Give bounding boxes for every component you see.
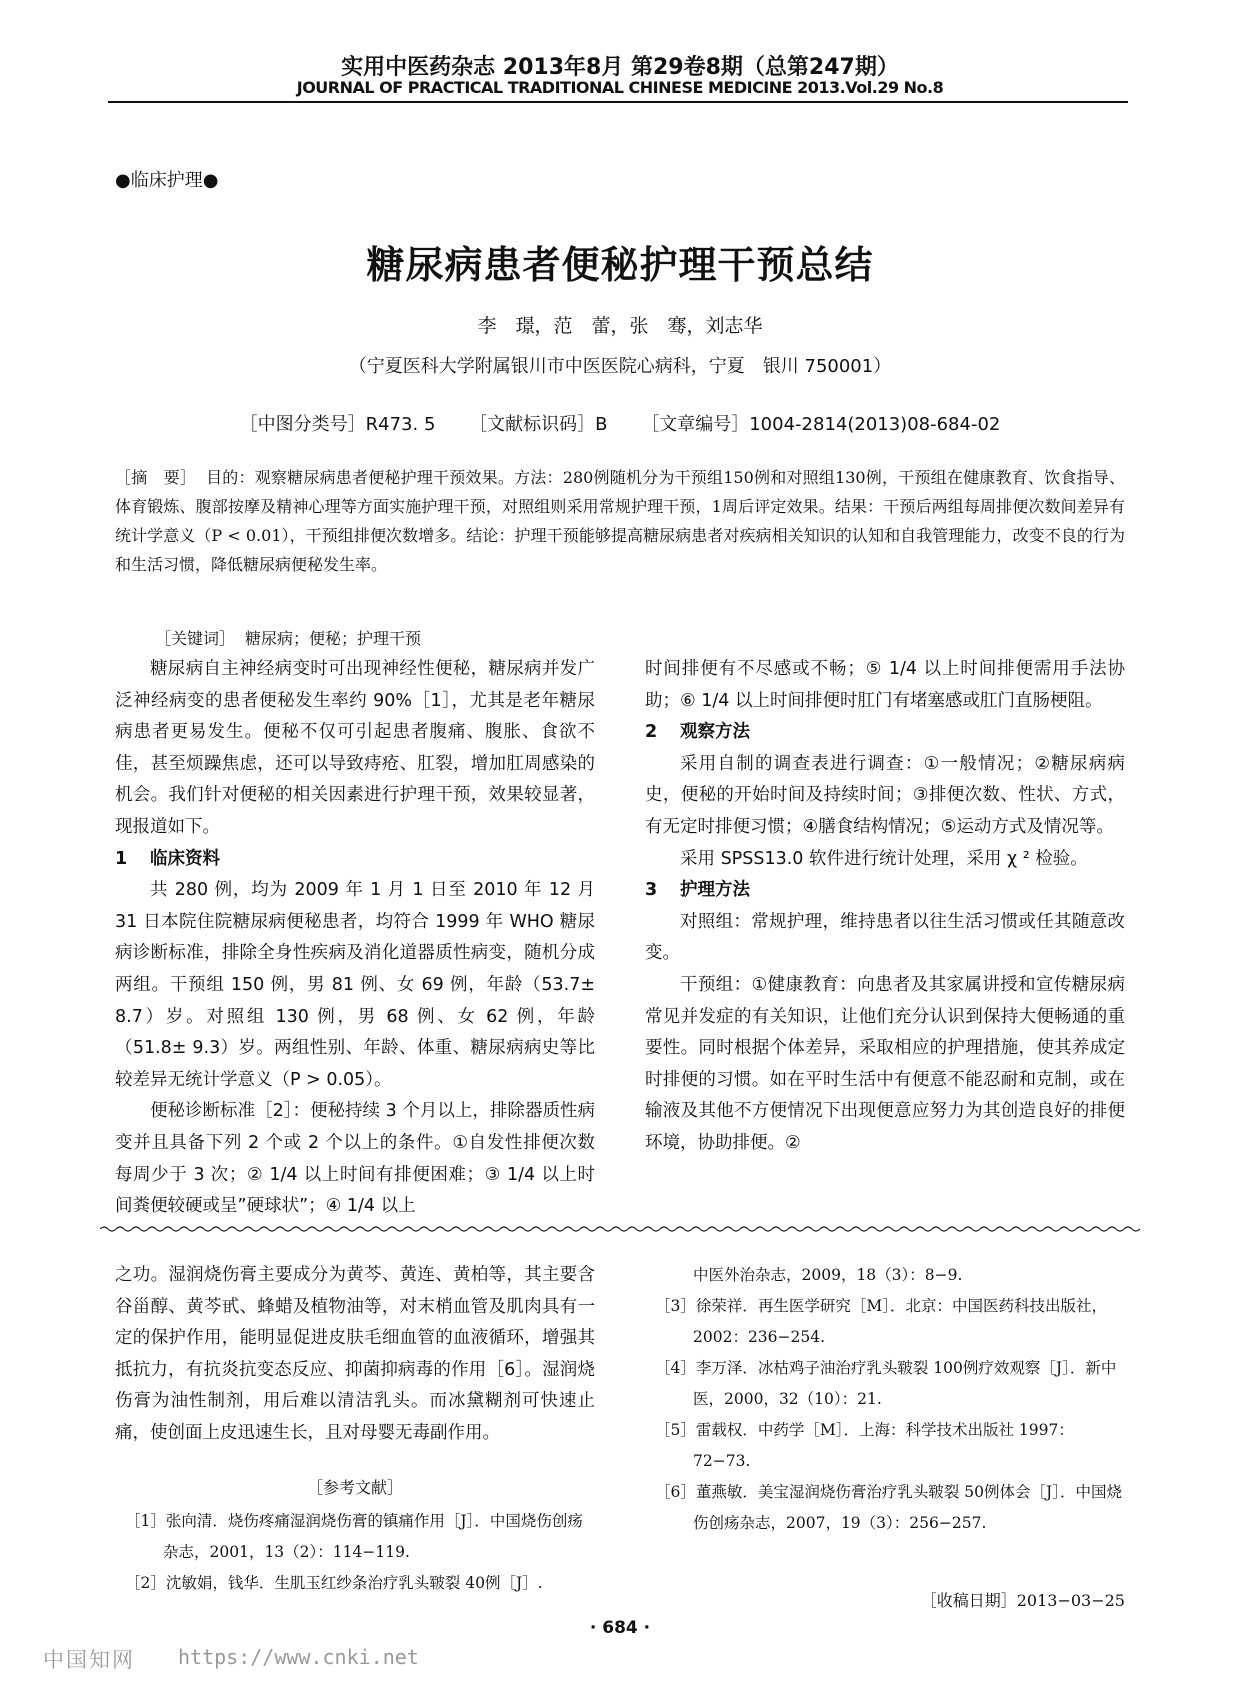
- reference-2: ［2］沈敏娟，钱华．生肌玉红纱条治疗乳头皲裂 40例［J］.: [125, 1574, 543, 1592]
- section-heading-2: 2 观察方法: [645, 722, 750, 743]
- body-column-right: [645, 654, 1125, 1160]
- reference-4: ［4］李万泽．冰枯鸡子油治疗乳头皲裂 100例疗效观察［J］．新中医，2000，32（10）：21.: [655, 1359, 1117, 1408]
- survey-paragraph: 采用自制的调查表进行调查：①一般情况；②糖尿病病史，便秘的开始时间及持续时间；③排便次数、性状、方式，有无定时排便习惯；④膳食结构情况；⑤运动方式及情况等。: [645, 753, 1125, 837]
- lower-column-left: [115, 1260, 595, 1450]
- diagnosis-paragraph: 便秘诊断标准［2］：便秘持续 3 个月以上，排除器质性病变并且具备下列 2 个或 2 个以上的条件。①自发性排便次数每周少于 3 次；② 1/4 以上时间有排便困难；③ 1/4 以上时间粪便较硬或呈”硬球状”；④ 1/4 以上: [115, 1101, 595, 1217]
- intervention-group-paragraph: 干预组：①健康教育：向患者及其家属讲授和宣传糖尿病常见并发症的有关知识，让他们充分认识到保持大便畅通的重要性。同时根据个体差异，采取相应的护理措施，使其养成定时排便的习惯。如在平时生活中有便意不能忍耐和克制，或在输液及其他不方便情况下出现便意应努力为其创造良好的排便环境，协助排便。②: [645, 974, 1125, 1153]
- column-tag: ●临床护理●: [115, 170, 219, 191]
- document-code: ［文献标识码］B: [469, 414, 608, 435]
- control-group-paragraph: 对照组：常规护理，维持患者以往生活习惯或任其随意改变。: [645, 911, 1125, 964]
- body-column-left: [115, 654, 595, 1223]
- keywords: [155, 626, 1125, 649]
- diagnosis-continued: 时间排便有不尽感或不畅；⑤ 1/4 以上时间排便需用手法协助；⑥ 1/4 以上时间排便时肛门有堵塞感或肛门直肠梗阻。: [645, 659, 1125, 711]
- article-title: 糖尿病患者便秘护理干预总结: [366, 243, 874, 287]
- authors: 李 璟，范 蕾，张 骞，刘志华: [477, 315, 763, 337]
- cnki-watermark-url: https://www.cnki.net: [178, 1645, 419, 1669]
- header-rule: [108, 101, 1128, 103]
- clc-number: ［中图分类号］R473. 5: [239, 414, 436, 435]
- references-right: [645, 1260, 1125, 1539]
- reference-6: ［6］董燕敏．美宝湿润烧伤膏治疗乳头皲裂 50例体会［J］．中国烧伤创疡杂志，2007，19（3）：256−257.: [655, 1483, 1122, 1532]
- page-number: · 684 ·: [589, 1618, 651, 1638]
- keywords-text: 糖尿病；便秘；护理干预: [245, 629, 422, 648]
- affiliation: （宁夏医科大学附属银川市中医医院心病科，宁夏 银川 750001）: [348, 356, 892, 377]
- abstract-text: 目的：观察糖尿病患者便秘护理干预效果。方法：280例随机分为干预组150例和对照组130例，干预组在健康教育、饮食指导、体育锻炼、腹部按摩及精神心理等方面实施护理干预，对照组则采用常规护理干预，1周后评定效果。结果：干预后两组每周排便次数间差异有统计学意义（P < 0.01），干预组排便次数增多。结论：护理干预能够提高糖尿病患者对疾病相关知识的认知和自我管理能力，改变不良的行为和生活习惯，降低糖尿病便秘发生率。: [115, 468, 1125, 574]
- abstract: [115, 463, 1125, 579]
- classification-line: [0, 410, 1240, 436]
- clinical-data-paragraph: 共 280 例，均为 2009 年 1 月 1 日至 2010 年 12 月 31 日本院住院糖尿病便秘患者，均符合 1999 年 WHO 糖尿病诊断标准，排除全身性疾病及消化道器质性病变，随机分成两组。干预组 150 例，男 81 例、女 69 例，年龄（53.7± 8.7）岁。对照组 130 例，男 68 例、女 62 例，年龄（51.8± 9.3）岁。两组性别、年龄、体重、糖尿病病史等比较差异无统计学意义（P > 0.05）。: [115, 880, 595, 1090]
- statistics-paragraph: 采用 SPSS13.0 软件进行统计处理，采用 χ ² 检验。: [680, 848, 1088, 869]
- journal-header-en: JOURNAL OF PRACTICAL TRADITIONAL CHINESE MEDICINE 2013.Vol.29 No.8: [296, 78, 944, 97]
- cnki-watermark-logo: 中国知网: [43, 1648, 135, 1672]
- reference-3: ［3］徐荣祥．再生医学研究［M］．北京：中国医药科技出版社，2002：236−254.: [655, 1297, 1107, 1346]
- reference-2-continued: 中医外治杂志，2009，18（3）：8−9.: [693, 1266, 963, 1284]
- section-heading-3: 3 护理方法: [645, 880, 750, 901]
- references-title: ［参考文献］: [306, 1478, 403, 1497]
- received-date: ［收稿日期］2013−03−25: [920, 1591, 1125, 1610]
- reference-1: ［1］张向清．烧伤疼痛湿润烧伤膏的镇痛作用［J］．中国烧伤创疡杂志，2001，13（2）：114−119.: [125, 1512, 583, 1561]
- previous-article-continued: 之功。湿润烧伤膏主要成分为黄芩、黄连、黄柏等，其主要含谷甾醇、黄芩甙、蜂蜡及植物油等，对末梢血管及肌肉具有一定的保护作用，能明显促进皮肤毛细血管的血液循环，增强其抵抗力，有抗炎抗变态反应、抑菌抑病毒的作用［6］。湿润烧伤膏为油性制剂，用后难以清洁乳头。而冰黛糊剂可快速止痛，使创面上皮迅速生长，且对母婴无毒副作用。: [115, 1265, 595, 1443]
- journal-header-cn: 实用中医药杂志 2013年8月 第29卷8期（总第247期）: [341, 55, 899, 80]
- references-left: [115, 1506, 595, 1599]
- abstract-label: ［摘 要］: [115, 468, 197, 487]
- section-divider: [100, 1225, 1140, 1233]
- article-number: ［文章编号］1004-2814(2013)08-684-02: [641, 414, 1001, 435]
- reference-5: ［5］雷载权．中药学［M］．上海：科学技术出版社 1997：72−73.: [655, 1421, 1074, 1470]
- intro-paragraph: 糖尿病自主神经病变时可出现神经性便秘，糖尿病并发广泛神经病变的患者便秘发生率约 90%［1］，尤其是老年糖尿病患者更易发生。便秘不仅可引起患者腹痛、腹胀、食欲不佳，甚至烦躁焦虑，还可以导致痔疮、肛裂，增加肛周感染的机会。我们针对便秘的相关因素进行护理干预，效果较显著，现报道如下。: [115, 659, 595, 837]
- section-heading-1: 1 临床资料: [115, 848, 220, 869]
- keywords-label: ［关键词］: [155, 629, 236, 648]
